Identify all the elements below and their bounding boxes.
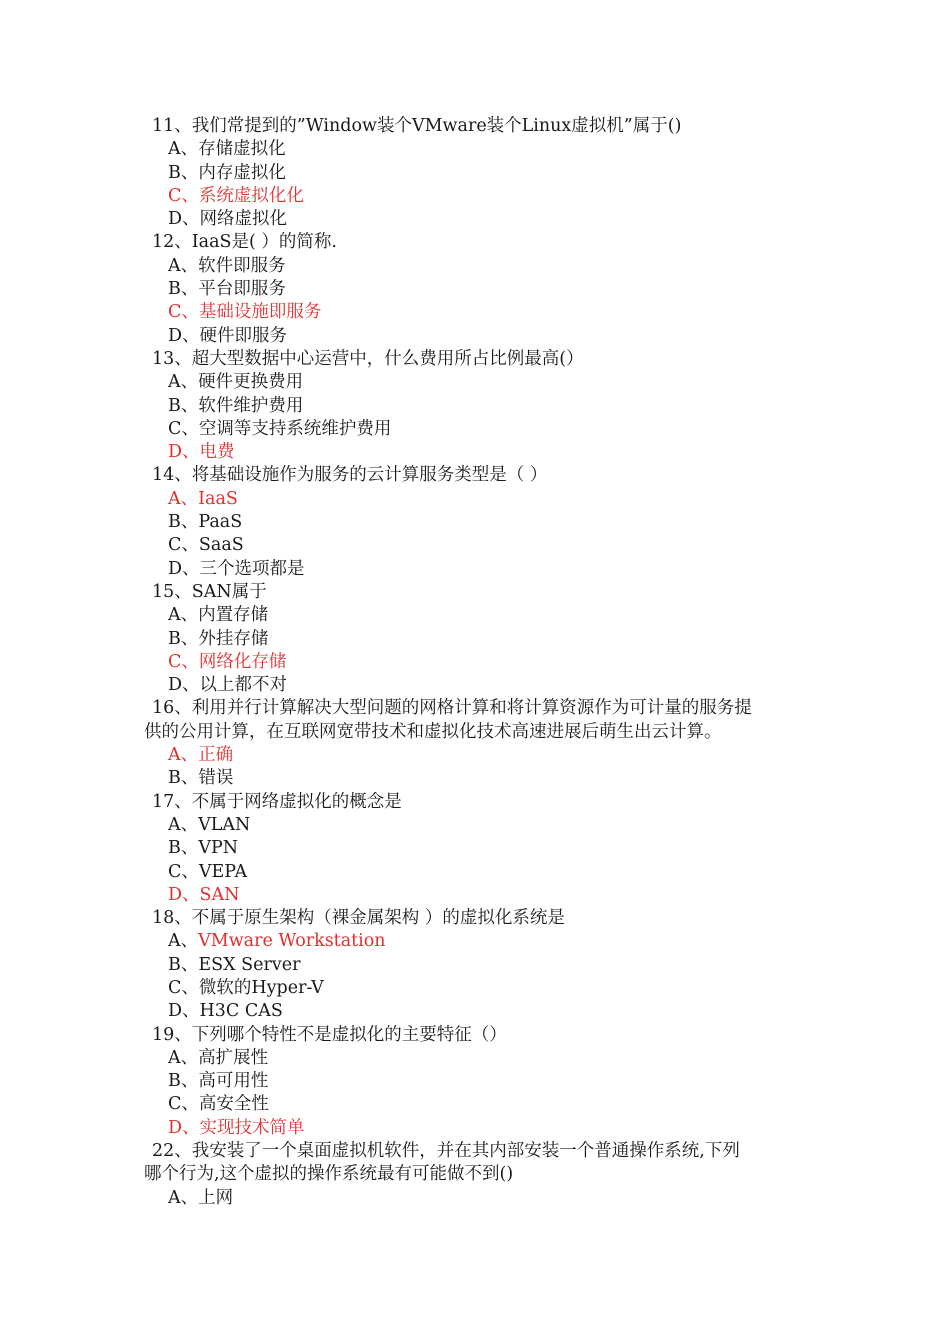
option-c: C、空调等支持系统维护费用 [168,418,392,439]
option-a: A、内置存储 [168,605,269,626]
question-stem-line2: 供的公用计算，在互联网宽带技术和虚拟化技术高速进展后萌生出云计算。 [144,721,722,742]
option-a-correct: A、VMware Workstation [168,931,386,952]
option-b: B、外挂存储 [168,628,269,649]
document-page [0,115,950,1210]
question-stem-line1: 22、我安装了一个桌面虚拟机软件，并在其内部安装一个普通操作系统,下列 [152,1141,740,1162]
option-a-correct: A、正确 [168,745,234,766]
option-a: A、存储虚拟化 [168,139,286,160]
option-c-correct: C、基础设施即服务 [168,302,322,323]
option-a: A、硬件更换费用 [168,372,304,393]
option-b: B、平台即服务 [168,279,286,300]
option-d: D、以上都不对 [168,675,288,696]
option-b: B、软件维护费用 [168,395,304,416]
option-a: A、高扩展性 [168,1047,269,1068]
option-c: C、SaaS [168,535,244,556]
question-stem: 12、IaaS是( ）的简称. [152,232,337,253]
question-stem: 15、SAN属于 [152,581,267,602]
option-c-correct: C、系统虚拟化化 [168,185,304,206]
option-d: D、网络虚拟化 [168,209,288,230]
question-stem-line2: 哪个行为,这个虚拟的操作系统最有可能做不到() [144,1164,514,1185]
option-b: B、内存虚拟化 [168,162,286,183]
question-stem-line1: 16、利用并行计算解决大型问题的网格计算和将计算资源作为可计量的服务提 [152,698,752,719]
option-c-correct: C、网络化存储 [168,651,287,672]
question-stem: 14、将基础设施作为服务的云计算服务类型是（ ） [152,465,548,486]
question-stem: 13、超大型数据中心运营中，什么费用所占比例最高(） [152,348,584,369]
option-d-correct: D、实现技术简单 [168,1117,305,1138]
option-b: B、ESX Server [168,954,301,975]
question-stem: 18、不属于原生架构（裸金属架构 ）的虚拟化系统是 [152,908,565,929]
option-a: A、上网 [168,1187,234,1208]
option-d: D、H3C CAS [168,1001,283,1022]
option-c: C、高安全性 [168,1094,269,1115]
option-a: A、VLAN [168,814,251,835]
option-b: B、错误 [168,768,234,789]
option-d: D、三个选项都是 [168,558,305,579]
question-stem: 19、下列哪个特性不是虚拟化的主要特征（） [152,1024,507,1045]
option-a-correct: A、IaaS [168,488,238,509]
option-d: D、硬件即服务 [168,325,288,346]
option-c: C、微软的Hyper-V [168,977,324,998]
option-c: C、VEPA [168,861,248,882]
question-stem: 17、不属于网络虚拟化的概念是 [152,791,402,812]
option-d-correct: D、SAN [168,884,240,905]
option-b: B、PaaS [168,512,243,533]
question-stem: 11、我们常提到的”Window装个VMware装个Linux虚拟机”属于() [152,116,682,136]
option-a: A、软件即服务 [168,255,286,276]
option-d-correct: D、电费 [168,442,235,463]
option-b: B、高可用性 [168,1071,269,1092]
option-b: B、VPN [168,838,239,859]
